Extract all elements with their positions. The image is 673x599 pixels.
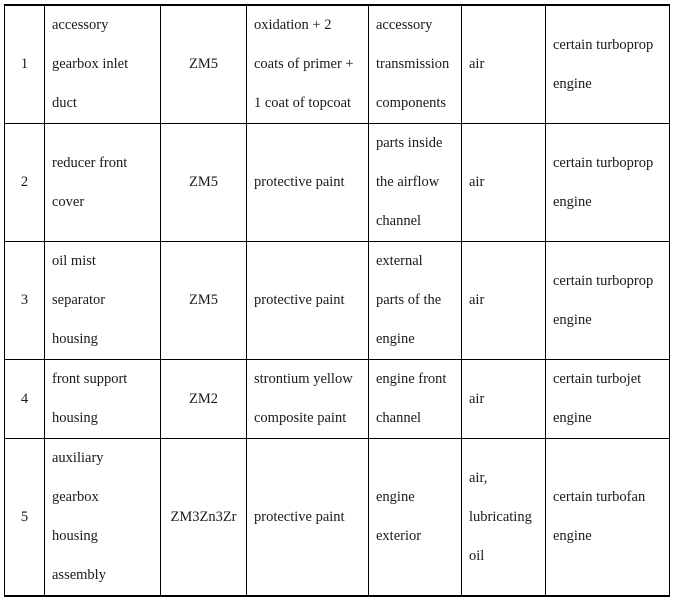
parts-table bbox=[4, 4, 670, 597]
part-name-cell bbox=[45, 5, 161, 124]
cell-line: air bbox=[469, 292, 485, 308]
cell-line: engine bbox=[376, 331, 415, 347]
cell-line: engine front bbox=[376, 371, 447, 387]
cell-line: protective paint bbox=[254, 292, 345, 308]
cell-line: engine bbox=[553, 75, 592, 92]
cell-line: engine bbox=[553, 311, 592, 328]
location-cell bbox=[369, 360, 462, 439]
part-name-cell bbox=[45, 242, 161, 360]
table-row bbox=[5, 124, 670, 242]
cell-line: 1 coat of topcoat bbox=[254, 95, 352, 111]
engine-cell bbox=[546, 242, 670, 360]
location-cell bbox=[369, 124, 462, 242]
medium-cell bbox=[462, 5, 546, 124]
row-number-cell: 4 bbox=[5, 360, 45, 439]
medium-cell bbox=[462, 242, 546, 360]
cell-line: assembly bbox=[52, 567, 106, 583]
cell-line: engine bbox=[376, 489, 415, 505]
cell-line: parts of the bbox=[376, 292, 442, 308]
engine-cell bbox=[546, 439, 670, 597]
material-cell: ZM5 bbox=[161, 5, 247, 124]
material-cell: ZM3Zn3Zr bbox=[161, 439, 247, 597]
cell-line: front support bbox=[52, 371, 128, 387]
cell-line: certain turbofan bbox=[553, 489, 646, 505]
cell-line: certain turbojet bbox=[553, 371, 642, 387]
cell-line: exterior bbox=[376, 528, 422, 544]
cell-line: parts inside bbox=[376, 135, 443, 151]
cell-line: protective paint bbox=[254, 508, 345, 525]
cell-line: oxidation + 2 bbox=[254, 17, 332, 33]
material-cell: ZM5 bbox=[161, 124, 247, 242]
location-cell bbox=[369, 5, 462, 124]
cell-line: composite paint bbox=[254, 410, 347, 426]
cell-line: air bbox=[469, 174, 485, 190]
coating-cell bbox=[247, 439, 369, 597]
medium-cell bbox=[462, 439, 546, 597]
cell-line: housing bbox=[52, 410, 98, 426]
cell-line: engine bbox=[553, 193, 592, 210]
coating-cell bbox=[247, 5, 369, 124]
location-cell bbox=[369, 439, 462, 597]
cell-line: auxiliary bbox=[52, 450, 104, 466]
cell-line: duct bbox=[52, 95, 77, 111]
cell-line: components bbox=[376, 95, 447, 111]
cell-line: channel bbox=[376, 410, 422, 426]
row-number-cell: 3 bbox=[5, 242, 45, 360]
cell-line: strontium yellow bbox=[254, 371, 353, 387]
medium-cell bbox=[462, 360, 546, 439]
material-cell: ZM5 bbox=[161, 242, 247, 360]
medium-cell bbox=[462, 124, 546, 242]
cell-line: housing bbox=[52, 528, 98, 544]
coating-cell bbox=[247, 124, 369, 242]
part-name-cell bbox=[45, 124, 161, 242]
cell-line: external bbox=[376, 253, 423, 269]
cell-line: protective paint bbox=[254, 174, 345, 190]
row-number-cell: 1 bbox=[5, 5, 45, 124]
cell-line: cover bbox=[52, 193, 85, 210]
cell-line: gearbox inlet bbox=[52, 56, 129, 72]
location-cell bbox=[369, 242, 462, 360]
part-name-cell bbox=[45, 360, 161, 439]
material-cell: ZM2 bbox=[161, 360, 247, 439]
part-name-cell bbox=[45, 439, 161, 597]
cell-line: coats of primer + bbox=[254, 56, 354, 72]
cell-line: air bbox=[469, 56, 485, 72]
cell-line: certain turboprop bbox=[553, 36, 654, 53]
cell-line: engine bbox=[553, 410, 592, 426]
cell-line: channel bbox=[376, 213, 422, 229]
row-number-cell: 5 bbox=[5, 439, 45, 597]
cell-line: oil bbox=[469, 547, 485, 564]
table-row bbox=[5, 242, 670, 360]
cell-line: certain turboprop bbox=[553, 272, 654, 289]
coating-cell bbox=[247, 242, 369, 360]
cell-line: lubricating bbox=[469, 508, 532, 525]
row-number-cell: 2 bbox=[5, 124, 45, 242]
table-row bbox=[5, 439, 670, 597]
engine-cell bbox=[546, 5, 670, 124]
cell-line: transmission bbox=[376, 56, 450, 72]
table-row bbox=[5, 5, 670, 124]
engine-cell bbox=[546, 124, 670, 242]
cell-line: oil mist bbox=[52, 253, 96, 269]
cell-line: accessory bbox=[52, 17, 109, 33]
cell-line: engine bbox=[553, 528, 592, 544]
cell-line: accessory bbox=[376, 17, 433, 33]
cell-line: separator bbox=[52, 292, 106, 308]
cell-line: certain turboprop bbox=[553, 154, 654, 171]
engine-cell bbox=[546, 360, 670, 439]
table-body bbox=[5, 5, 670, 596]
cell-line: air, bbox=[469, 469, 488, 486]
cell-line: gearbox bbox=[52, 489, 99, 505]
cell-line: reducer front bbox=[52, 154, 128, 171]
coating-cell bbox=[247, 360, 369, 439]
cell-line: the airflow bbox=[376, 174, 440, 190]
cell-line: air bbox=[469, 390, 485, 407]
cell-line: housing bbox=[52, 331, 98, 347]
table-row bbox=[5, 360, 670, 439]
